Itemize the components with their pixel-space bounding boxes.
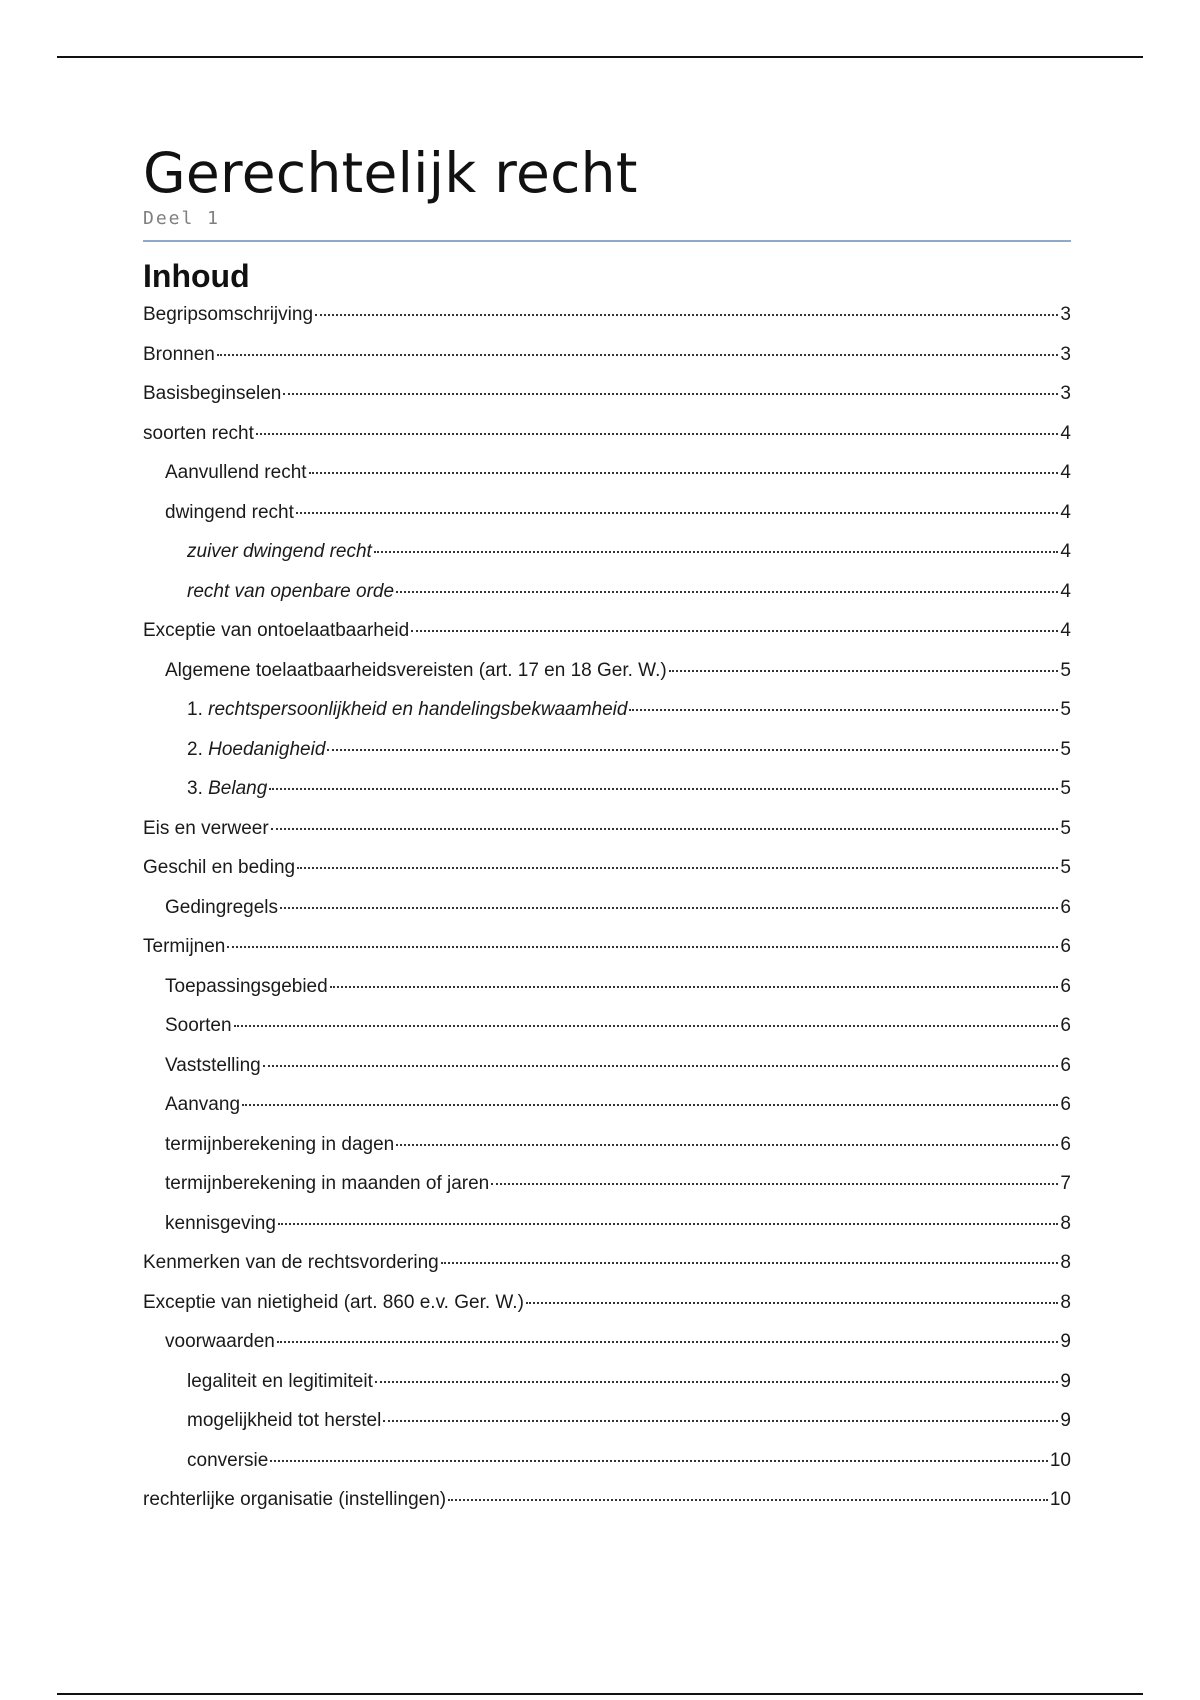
toc-entry[interactable] [143, 857, 1071, 897]
toc-entry[interactable] [143, 1410, 1071, 1450]
page-top-rule [57, 56, 1143, 58]
toc-page-number: 8 [1060, 1252, 1071, 1273]
toc-entry[interactable] [143, 936, 1071, 976]
toc-page-number: 6 [1060, 896, 1071, 918]
document-title: Gerechtelijk recht [143, 141, 638, 205]
toc-page-number: 6 [1060, 936, 1071, 957]
toc-page-number: 6 [1060, 975, 1071, 997]
toc-page-number: 6 [1060, 1054, 1071, 1076]
toc-entry-label: Aanvullend recht [165, 462, 307, 483]
toc-page-number: 5 [1060, 738, 1071, 760]
toc-entry-number: 1. [187, 699, 209, 720]
toc-page-number: 5 [1060, 699, 1071, 720]
toc-page-number: 6 [1060, 1015, 1071, 1036]
toc-entry-label: recht van openbare orde [187, 580, 395, 602]
toc-entry-label: zuiver dwingend recht [187, 541, 372, 562]
toc-page-number: 3 [1060, 343, 1071, 365]
toc-dot-leader [330, 986, 1059, 988]
toc-entry-label: Kenmerken van de rechtsvordering [143, 1252, 439, 1273]
toc-entry-label: Vaststelling [165, 1054, 261, 1076]
toc-dot-leader [327, 749, 1058, 751]
toc-dot-leader [283, 393, 1058, 395]
toc-entry[interactable] [143, 699, 1071, 739]
toc-dot-leader [411, 630, 1058, 632]
toc-entry[interactable] [143, 818, 1071, 858]
toc-page-number: 5 [1060, 778, 1071, 799]
toc-entry-label: conversie [187, 1449, 269, 1471]
toc-entry[interactable] [143, 1094, 1071, 1134]
toc-entry[interactable] [143, 502, 1071, 542]
page-bottom-rule [57, 1693, 1143, 1695]
toc-entry-label: termijnberekening in dagen [165, 1133, 395, 1155]
toc-entry-label: rechterlijke organisatie (instellingen) [143, 1489, 447, 1510]
toc-page-number: 4 [1060, 620, 1071, 641]
toc-entry-label: Termijnen [143, 936, 226, 957]
toc-dot-leader [271, 828, 1059, 830]
toc-entry-label: voorwaarden [165, 1331, 275, 1352]
toc-entry-label: legaliteit en legitimiteit [187, 1370, 373, 1392]
toc-entry-label: Eis en verweer [143, 817, 269, 839]
toc-dot-leader [263, 1065, 1059, 1067]
page-content [143, 140, 1071, 1529]
toc-entry-label: Toepassingsgebied [165, 975, 328, 997]
toc-page-number: 4 [1060, 462, 1071, 483]
toc-page-number: 5 [1060, 659, 1071, 681]
toc-dot-leader [396, 591, 1058, 593]
toc-dot-leader [309, 472, 1059, 474]
toc-entry[interactable] [143, 304, 1071, 344]
toc-entry[interactable] [143, 423, 1071, 463]
toc-entry-label: Aanvang [165, 1094, 241, 1115]
toc-page-number: 7 [1060, 1173, 1071, 1194]
toc-entry[interactable] [143, 1134, 1071, 1174]
toc-entry-label: Hoedanigheid [208, 738, 326, 760]
toc-entry-number: 3. [187, 778, 209, 799]
toc-heading: Inhoud [143, 258, 250, 294]
toc-dot-leader [383, 1420, 1058, 1422]
toc-dot-leader [280, 907, 1058, 909]
toc-entry[interactable] [143, 620, 1071, 660]
toc-page-number: 4 [1060, 501, 1071, 523]
toc-entry[interactable] [143, 1173, 1071, 1213]
toc-page-number: 6 [1060, 1133, 1071, 1155]
toc-page-number: 8 [1060, 1291, 1071, 1313]
toc-entry-label: soorten recht [143, 422, 254, 444]
toc-entry[interactable] [143, 541, 1071, 581]
document-subtitle: Deel 1 [143, 208, 221, 229]
toc-entry[interactable] [143, 1055, 1071, 1095]
toc-page-number: 9 [1060, 1331, 1071, 1352]
toc-entry[interactable] [143, 344, 1071, 384]
toc-entry-label: kennisgeving [165, 1212, 276, 1234]
toc-entry[interactable] [143, 1450, 1071, 1490]
toc-dot-leader [234, 1025, 1059, 1027]
toc-entry[interactable] [143, 1292, 1071, 1332]
toc-entry[interactable] [143, 660, 1071, 700]
title-divider [143, 240, 1071, 242]
toc-entry-label: Exceptie van nietigheid (art. 860 e.v. Ger. W.) [143, 1291, 524, 1313]
toc-entry-label: termijnberekening in maanden of jaren [165, 1173, 490, 1194]
toc-dot-leader [375, 1381, 1059, 1383]
toc-page-number: 6 [1060, 1094, 1071, 1115]
toc-dot-leader [269, 788, 1058, 790]
toc-entry-label: Geschil en beding [143, 857, 296, 878]
toc-entry[interactable] [143, 1015, 1071, 1055]
toc-page-number: 10 [1049, 1449, 1071, 1471]
toc-entry-label: dwingend recht [165, 501, 294, 523]
toc-entry-label: Begripsomschrijving [143, 304, 314, 325]
toc-dot-leader [374, 551, 1059, 553]
toc-entry[interactable] [143, 1213, 1071, 1253]
toc-entry[interactable] [143, 1489, 1071, 1529]
toc-page-number: 9 [1060, 1410, 1071, 1431]
toc-page-number: 5 [1060, 857, 1071, 878]
toc-entry-label: Algemene toelaatbaarheidsvereisten (art. 17 en 18 Ger. W.) [165, 659, 667, 681]
toc-dot-leader [278, 1223, 1059, 1225]
toc-entry[interactable] [143, 383, 1071, 423]
toc-entry[interactable] [143, 976, 1071, 1016]
toc-page-number: 9 [1060, 1370, 1071, 1392]
toc-dot-leader [270, 1460, 1048, 1462]
toc-entry-label: Belang [208, 778, 268, 799]
toc-dot-leader [217, 354, 1059, 356]
toc-dot-leader [491, 1183, 1058, 1185]
toc-dot-leader [296, 512, 1059, 514]
toc-dot-leader [396, 1144, 1058, 1146]
toc-page-number: 8 [1060, 1212, 1071, 1234]
toc-page-number: 5 [1060, 817, 1071, 839]
toc-page-number: 4 [1060, 541, 1071, 562]
toc-entry[interactable] [143, 462, 1071, 502]
toc-dot-leader [315, 314, 1058, 316]
toc-entry-label: Exceptie van ontoelaatbaarheid [143, 620, 410, 641]
toc-dot-leader [256, 433, 1059, 435]
toc-entry-label: rechtspersoonlijkheid en handelingsbekwaamheid [208, 699, 628, 720]
toc-entry-label: mogelijkheid tot herstel [187, 1410, 382, 1431]
toc-dot-leader [629, 709, 1058, 711]
toc-entry-label: Soorten [165, 1015, 232, 1036]
toc-entry[interactable] [143, 778, 1071, 818]
toc-entry[interactable] [143, 739, 1071, 779]
toc-dot-leader [669, 670, 1059, 672]
toc-dot-leader [297, 867, 1058, 869]
toc-page-number: 3 [1060, 304, 1071, 325]
toc-entry[interactable] [143, 1252, 1071, 1292]
toc-entry[interactable] [143, 1371, 1071, 1411]
toc-entry-label: Bronnen [143, 343, 215, 365]
toc-entry[interactable] [143, 897, 1071, 937]
toc-entry[interactable] [143, 1331, 1071, 1371]
toc-entry-label: Basisbeginselen [143, 383, 282, 404]
toc-dot-leader [448, 1499, 1048, 1501]
toc-page-number: 4 [1060, 422, 1071, 444]
toc-entry-label: Gedingregels [165, 896, 279, 918]
toc-dot-leader [441, 1262, 1059, 1264]
toc-page-number: 3 [1060, 383, 1071, 404]
table-of-contents [143, 304, 1071, 1529]
toc-dot-leader [242, 1104, 1058, 1106]
toc-entry-number: 2. [187, 738, 209, 760]
toc-dot-leader [526, 1302, 1059, 1304]
toc-page-number: 10 [1049, 1489, 1071, 1510]
toc-dot-leader [277, 1341, 1059, 1343]
toc-dot-leader [227, 946, 1058, 948]
toc-entry[interactable] [143, 581, 1071, 621]
toc-page-number: 4 [1060, 580, 1071, 602]
